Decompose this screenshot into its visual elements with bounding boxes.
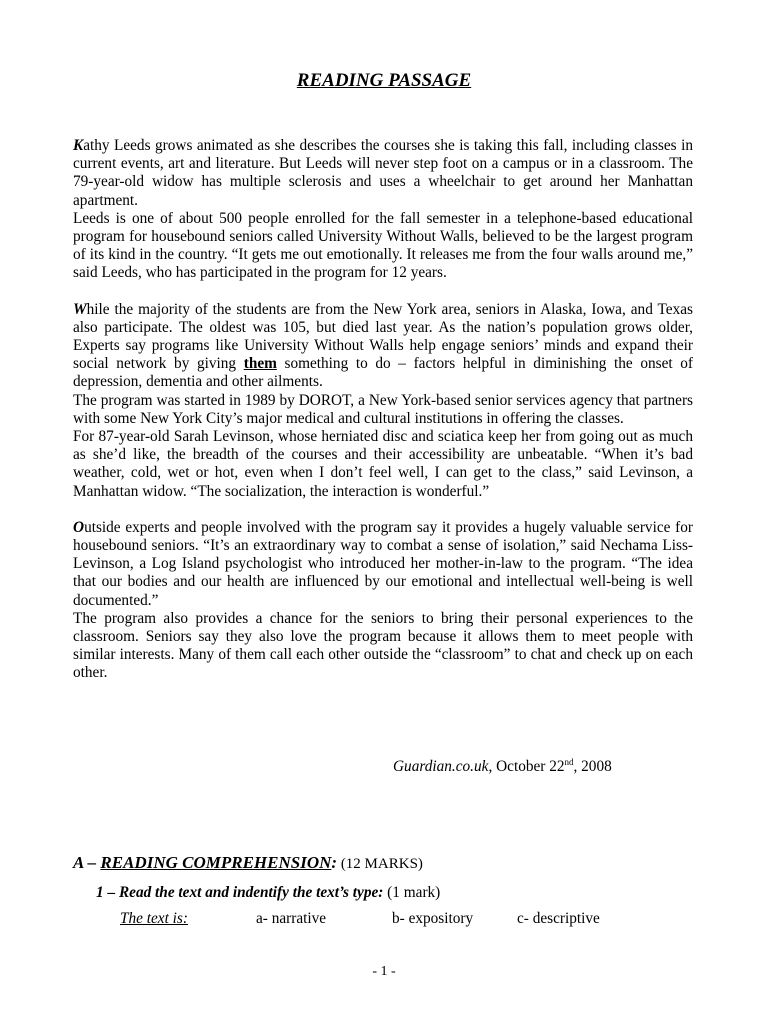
section-title: READING COMPREHENSION (100, 853, 332, 872)
passage-paragraph-6 (73, 519, 693, 610)
passage-paragraph-2: Leeds is one of about 500 people enrolled for the fall semester in a telephone-based educational program for housebound seniors called University Without Walls, believed to be the largest program of its kind in the country. “It gets me out emotionally. It releases me from the four walls around me,” said Leeds, who has participated in the program for 12 years. (73, 209, 693, 282)
passage-paragraph-5: For 87-year-old Sarah Levinson, whose herniated disc and sciatica keep her from going out as much as she’d like, the breadth of the courses and their accessibility are unbeatable. “When it’s bad weather, cold, wet or hot, even when I don’t feel well, I can get to the class,” said Levinson, a Manhattan widow. “The socialization, the interaction is wonderful.” (73, 428, 693, 500)
paragraph-text: utside experts and people involved with the program say it provides a hugely valuable service for housebound seniors. “It’s an extraordinary way to combat a sense of isolation,” said Nechama Liss-Levinson, a Log Island psychologist who introduced her mother-in-law to the program. “The idea that our bodies and our health are influenced by our emotional and intellectual well-being is well documented.” (73, 518, 693, 609)
passage-paragraph-1 (73, 137, 693, 210)
paragraph-text: hile the majority of the students are from the New York area, seniors in Alaska, Iowa, and Texas also participate. The oldest was 105, but died last year. As the nation’s population grows older, Experts say programs like University Without Walls help engage seniors’ minds and expand their social network by giving (73, 300, 693, 373)
passage-paragraph-3 (73, 301, 693, 392)
option-b[interactable]: b- expository (392, 910, 474, 927)
question-1 (96, 884, 440, 902)
date-ordinal: nd (564, 757, 574, 767)
answer-lead: The text is: (120, 910, 188, 927)
drop-cap: W (73, 300, 87, 318)
paragraph-gap (73, 501, 693, 519)
source-citation (393, 757, 612, 776)
option-c[interactable]: c- descriptive (517, 910, 600, 927)
drop-cap: O (73, 518, 85, 536)
option-a[interactable]: a- narrative (256, 910, 327, 927)
page-title: READING PASSAGE (296, 70, 472, 91)
drop-cap: K (73, 137, 84, 154)
section-marks: (12 MARKS) (337, 856, 423, 872)
section-colon: : (331, 853, 338, 872)
paragraph-text: something to do – factors helpful in diminishing the onset of depression, dementia and other ailments. (73, 355, 693, 391)
highlighted-word: them (243, 355, 277, 373)
reading-passage (73, 137, 693, 683)
page-number: - 1 - (372, 964, 396, 979)
source-year: , 2008 (573, 758, 612, 775)
question-marks: (1 mark) (383, 884, 441, 901)
question-text: 1 – Read the text and indentify the text’s type: (96, 884, 384, 901)
source-date: , October 22 (488, 758, 565, 775)
paragraph-text: athy Leeds grows animated as she describes the courses she is taking this fall, including classes in current events, art and literature. But Leeds will never step foot on a campus or in a classroom. The 79-year-old widow has multiple sclerosis and uses a wheelchair to get around her Manhattan apartment. (73, 137, 693, 209)
section-heading (73, 853, 423, 873)
source-publication: Guardian.co.uk (393, 758, 489, 775)
section-prefix: A – (73, 853, 101, 872)
passage-paragraph-7: The program also provides a chance for the seniors to bring their personal experiences to the classroom. Seniors say they also love the program because it allows them to meet people with similar interests. Many of them call each other outside the “classroom” to chat and check up on each other. (73, 609, 693, 682)
passage-paragraph-4: The program was started in 1989 by DOROT, a New York-based senior services agency that partners with some New York City’s major medical and cultural institutions in offering the classes. (73, 391, 693, 427)
paragraph-gap (73, 283, 693, 301)
